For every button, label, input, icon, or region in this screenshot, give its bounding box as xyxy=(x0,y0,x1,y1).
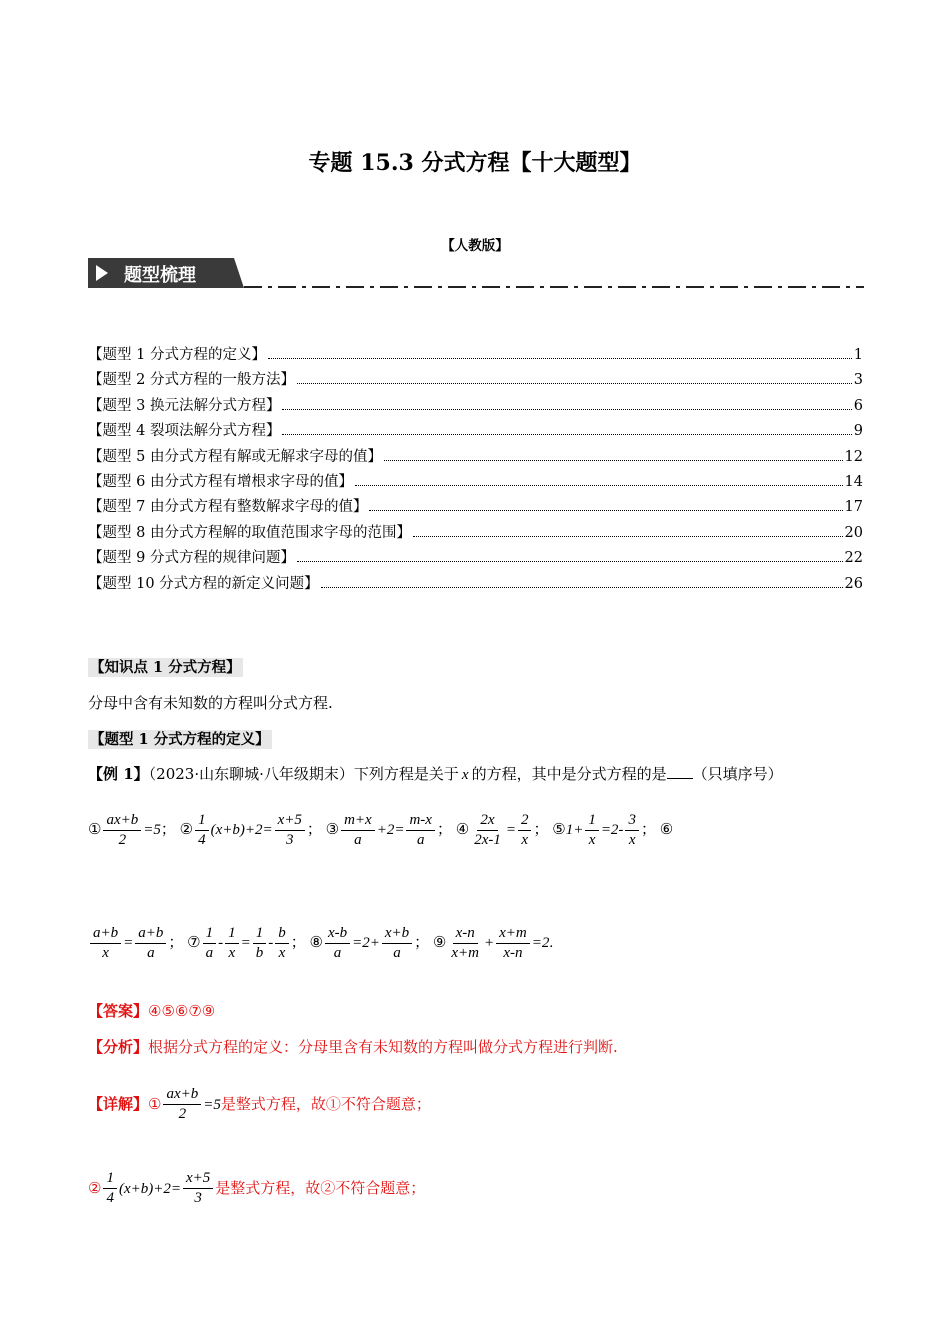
toc-item-label: 【题型 2 分式方程的一般方法】 xyxy=(88,372,295,389)
toc-item-page: 3 xyxy=(853,372,863,389)
detail-line-2: ② $\frac{1}{4}$ (x+b)+2= $\frac{x+5}{3}$ 是整式方程，故②不符合题意； xyxy=(88,1170,426,1207)
toc-leader-dots xyxy=(413,536,843,537)
toc-leader-dots xyxy=(369,510,842,511)
answer-text: ④⑤⑥⑦⑨ xyxy=(148,1002,216,1020)
toc-item-page: 26 xyxy=(844,575,863,592)
table-of-contents xyxy=(88,343,863,597)
equations-row-2: $\frac{a+b}{x}$ = $\frac{a+b}{a}$ ； ⑦ $\frac{1}{a}$ - $\frac{1}{x}$ = $\frac{1}{b}$ - $\frac{b}{x}$ ； ⑧ $\frac{x-b}{a}$ =2+ $\frac{x+b}{a}$ ； ⑨ $\frac{x-n}{x+m}$ + $\frac{x+m}{x-n}$ =2. xyxy=(88,925,553,963)
toc-leader-dots xyxy=(384,460,843,461)
toc-item-label: 【题型 10 分式方程的新定义问题】 xyxy=(88,575,319,592)
toc-item-label: 【题型 9 分式方程的规律问题】 xyxy=(88,550,295,567)
toc-item-label: 【题型 7 由分式方程有整数解求字母的值】 xyxy=(88,499,368,516)
toc-item[interactable] xyxy=(88,572,863,597)
page-title: 专题 15.3 分式方程【十大题型】 xyxy=(308,150,642,176)
detail-line-1: 【详解】① $\frac{ax+b}{2}$ =5是整式方程，故①不符合题意； xyxy=(88,1086,431,1123)
answer-blank xyxy=(667,778,693,779)
toc-item-label: 【题型 6 由分式方程有增根求字母的值】 xyxy=(88,473,353,490)
example-tag: 【例 1】 xyxy=(88,765,149,783)
toc-leader-dots xyxy=(282,409,851,410)
toc-item[interactable] xyxy=(88,394,863,419)
toc-item-label: 【题型 4 裂项法解分式方程】 xyxy=(88,423,281,440)
analysis-text: 根据分式方程的定义：分母里含有未知数的方程叫做分式方程进行判断. xyxy=(148,1038,618,1056)
edition-label: 【人教版】 xyxy=(441,238,509,254)
section-heading: 【题型 1 分式方程的定义】 xyxy=(90,731,270,748)
toc-item-page: 6 xyxy=(853,397,863,414)
toc-item-page: 1 xyxy=(853,347,863,363)
toc-leader-dots xyxy=(268,358,852,359)
toc-item[interactable] xyxy=(88,368,863,393)
toc-leader-dots xyxy=(297,561,843,562)
toc-item-label: 【题型 8 由分式方程解的取值范围求字母的范围】 xyxy=(88,524,411,541)
example-source: （2023·山东聊城·八年级期末） xyxy=(148,765,354,783)
toc-leader-dots xyxy=(282,434,851,435)
knowledge-heading: 【知识点 1 分式方程】 xyxy=(90,659,241,676)
toc-item-page: 9 xyxy=(853,423,863,440)
analysis-line xyxy=(88,1036,618,1057)
toc-leader-dots xyxy=(297,383,852,384)
toc-item-page: 20 xyxy=(844,524,863,541)
detail-tag: 【详解】 xyxy=(88,1094,149,1113)
toc-item-page: 14 xyxy=(844,473,863,490)
toc-item[interactable] xyxy=(88,495,863,520)
toc-leader-dots xyxy=(355,485,843,486)
toc-item-label: 【题型 5 由分式方程有解或无解求字母的值】 xyxy=(88,448,382,465)
banner-label: 题型梳理 xyxy=(124,265,196,286)
toc-item[interactable] xyxy=(88,546,863,571)
analysis-tag: 【分析】 xyxy=(88,1038,149,1056)
toc-item[interactable] xyxy=(88,343,863,368)
toc-item-label: 【题型 3 换元法解分式方程】 xyxy=(88,397,281,414)
toc-item[interactable] xyxy=(88,445,863,470)
toc-item-page: 17 xyxy=(844,499,863,516)
toc-item-label: 【题型 1 分式方程的定义】 xyxy=(88,347,266,363)
knowledge-text: 分母中含有未知数的方程叫分式方程. xyxy=(88,694,333,712)
toc-leader-dots xyxy=(321,587,843,588)
toc-item-page: 22 xyxy=(844,550,863,567)
toc-item[interactable] xyxy=(88,470,863,495)
equations-row-1: ① $\frac{ax+b}{2}$ =5； ② $\frac{1}{4}$ (x+b)+2= $\frac{x+5}{3}$ ； ③ $\frac{m+x}{a}$ +2= $\frac{m-x}{a}$ ； ④ $\frac{2x}{2x-1}$ = $\frac{2}{x}$ ； ⑤1+ $\frac{1}{x}$ =2- $\frac{3}{x}$ ； ⑥ xyxy=(88,812,674,849)
answer-tag: 【答案】 xyxy=(88,1002,149,1020)
toc-item-page: 12 xyxy=(844,448,863,465)
toc-item[interactable] xyxy=(88,419,863,444)
toc-item[interactable] xyxy=(88,521,863,546)
answer-line xyxy=(88,1000,215,1021)
section-banner xyxy=(88,258,244,288)
example-question: 【例 1】（2023·山东聊城·八年级期末）下列方程是关于 x 的方程，其中是分式方程的是 （只填序号） xyxy=(88,765,783,783)
dash-divider xyxy=(244,286,864,288)
